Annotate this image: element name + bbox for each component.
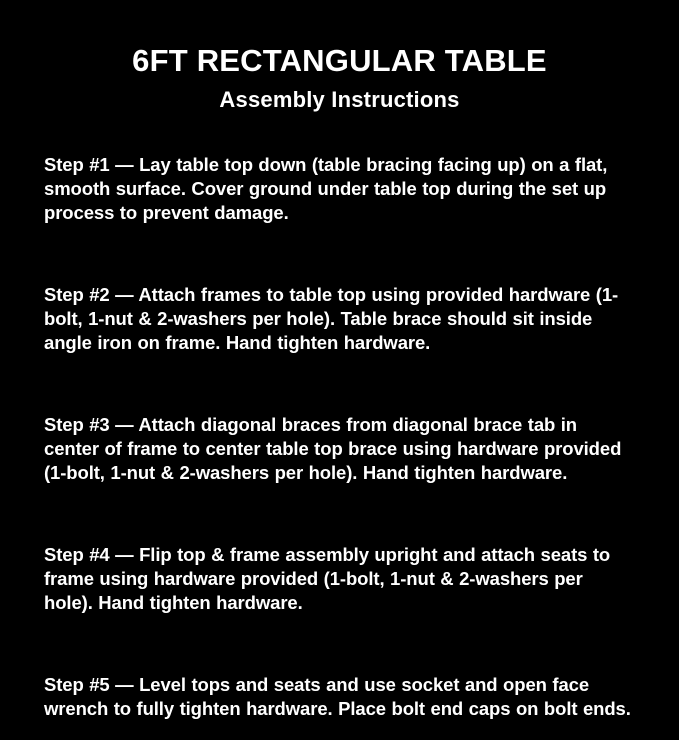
step-text: Level tops and seats and use socket and open face wrench to fully tighten hardware. Place bolt end caps on bolt ends. [44, 674, 631, 720]
step-label: Step #4 — [44, 543, 134, 565]
step-item [44, 413, 635, 485]
step-label: Step #5 — [44, 674, 134, 696]
step-text: Attach frames to table top using provided hardware (1-bolt, 1-nut & 2-washers per hole). Table brace should sit inside angle iron on frame. Hand tighten hardware. [44, 283, 619, 353]
step-text: Flip top & frame assembly upright and attach seats to frame using hardware provided (1-bolt, 1-nut & 2-washers per hole). Hand tighten hardware. [44, 543, 611, 614]
step-item [44, 283, 635, 355]
page-subtitle: Assembly Instructions [219, 86, 460, 112]
step-item [44, 543, 635, 615]
step-label: Step #2 — [44, 283, 134, 305]
step-item [44, 153, 635, 225]
steps-list [44, 134, 635, 740]
step-label: Step #1 — [44, 153, 134, 175]
step-text: Attach diagonal braces from diagonal brace tab in center of frame to center table top brace using hardware provided (1-bolt, 1-nut & 2-washers per hole). Hand tighten hardware. [44, 413, 622, 483]
step-text: Lay table top down (table bracing facing up) on a flat, smooth surface. Cover ground under table top during the set up process to prevent damage. [44, 153, 608, 223]
page-title: 6FT RECTANGULAR TABLE [132, 43, 547, 78]
step-label: Step #3 — [44, 413, 134, 435]
step-item [44, 673, 635, 721]
